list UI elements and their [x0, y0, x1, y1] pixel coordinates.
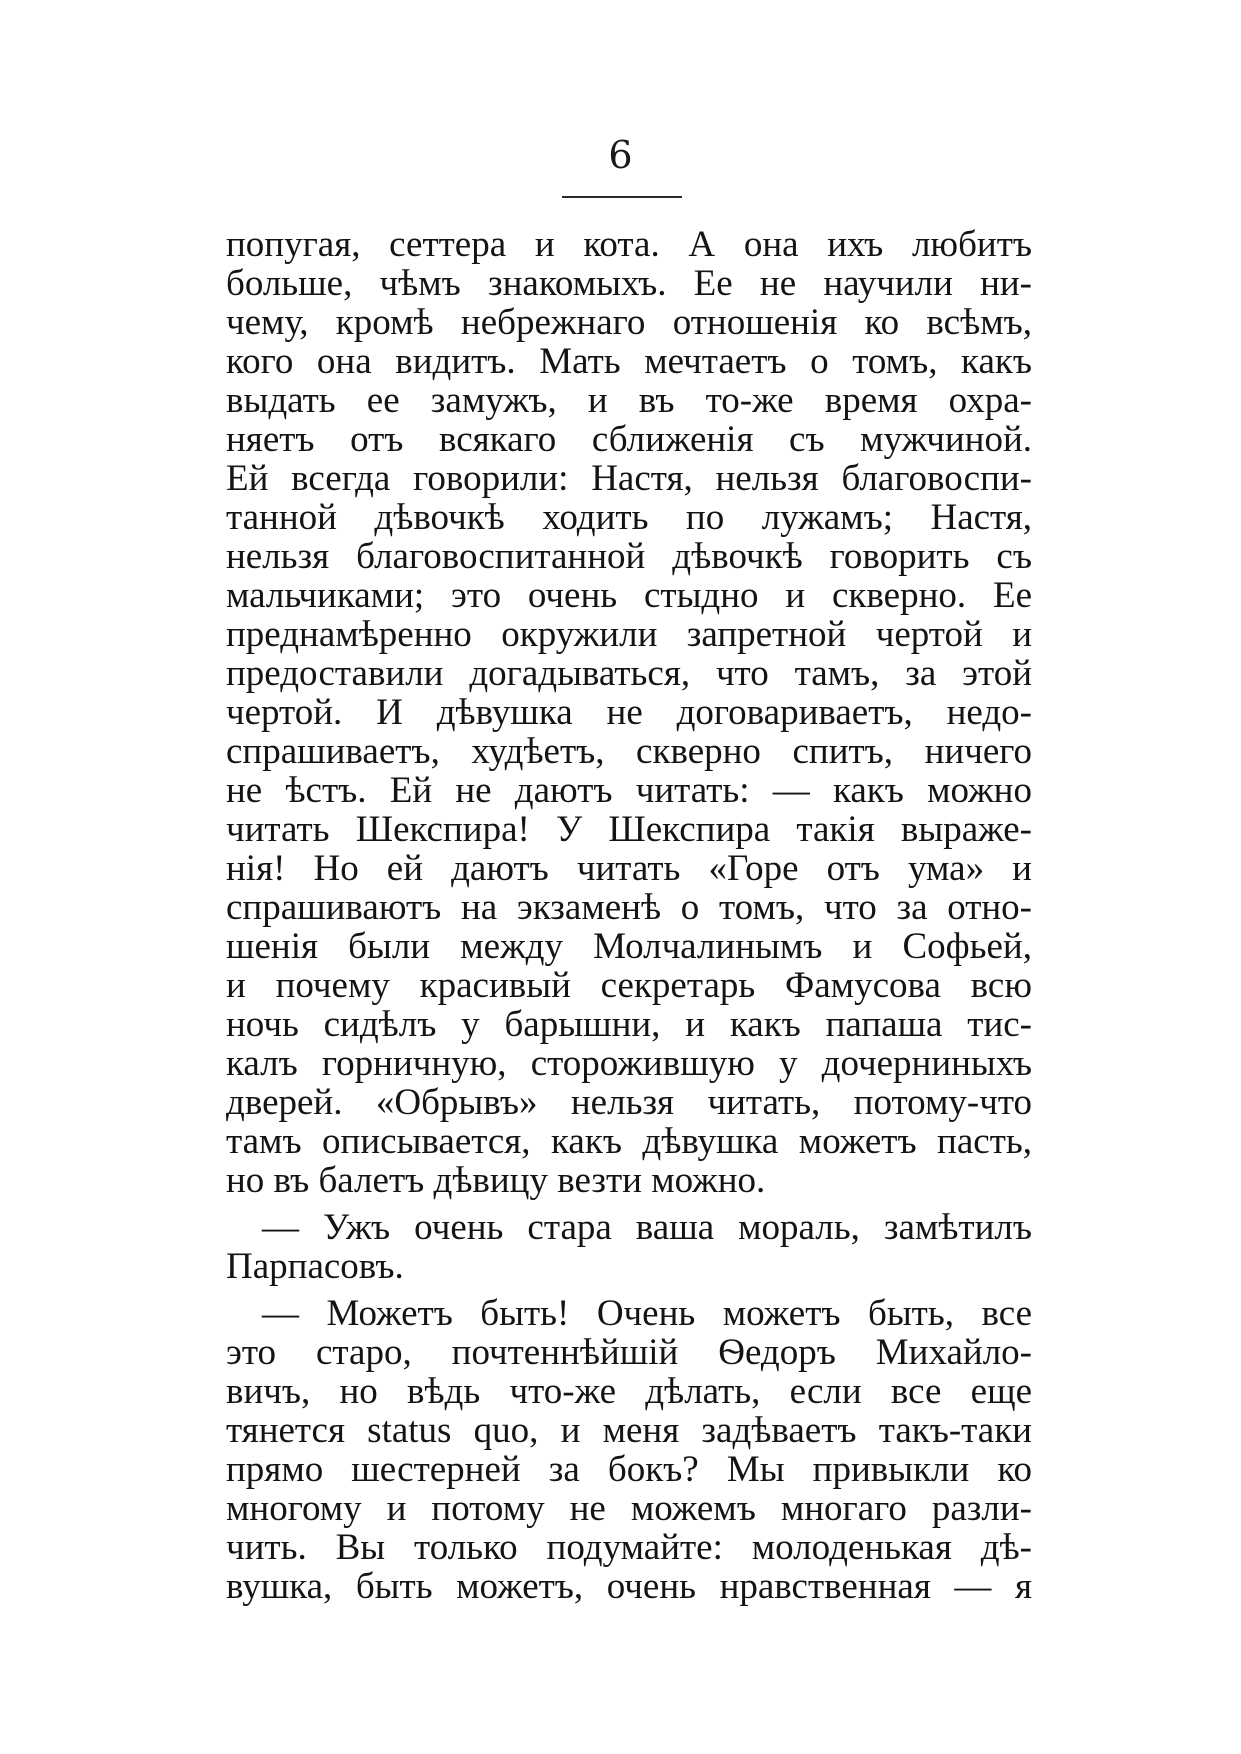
text-line: но въ балетъ дѣвицу везти можно. [226, 1160, 766, 1201]
text-line: вушка, быть можетъ, очень нравственная — я [226, 1566, 1032, 1607]
text-line: это старо, почтеннѣйшій Ѳедоръ Михайло- [226, 1332, 1032, 1373]
text-line: прямо шестерней за бокъ? Мы привыкли ко [226, 1449, 1032, 1490]
page-number: 6 [608, 133, 633, 177]
text-line: Парпасовъ. [226, 1246, 404, 1287]
text-line: танной дѣвочкѣ ходить по лужамъ; Настя, [226, 497, 1032, 538]
text-line: чему, кромѣ небрежнаго отношенія ко всѣмъ, [226, 302, 1032, 343]
header-rule [562, 196, 682, 198]
text-line: преднамѣренно окружили запретной чертой и [226, 614, 1032, 655]
text-line: мальчиками; это очень стыдно и скверно. Ее [226, 575, 1032, 616]
text-line: няетъ отъ всякаго сближенія съ мужчиной. [226, 419, 1032, 460]
dialogue-line: — Можетъ быть! Очень можетъ быть, все [262, 1293, 1032, 1334]
text-line: шенія были между Молчалинымъ и Софьей, [226, 926, 1032, 967]
text-line: чить. Вы только подумайте: молоденькая дѣ- [226, 1527, 1032, 1568]
text-line: предоставили догадываться, что тамъ, за этой [226, 653, 1032, 694]
text-line: калъ горничную, сторожившую у дочерниныхъ [226, 1043, 1032, 1084]
text-line: спрашиваетъ, худѣетъ, скверно спитъ, ничего [226, 731, 1032, 772]
text-line: читать Шекспира! У Шекспира такія выраже- [226, 809, 1032, 850]
text-line: не ѣстъ. Ей не даютъ читать: — какъ можно [226, 770, 1032, 811]
text-line: нія! Но ей даютъ читать «Горе отъ ума» и [226, 848, 1032, 889]
dialogue-line: — Ужъ очень стара ваша мораль, замѣтилъ [262, 1207, 1032, 1248]
text-line: вичъ, но вѣдь что-же дѣлать, если все еще [226, 1371, 1032, 1412]
text-line: и почему красивый секретарь Фамусова всю [226, 965, 1032, 1006]
text-line: нельзя благовоспитанной дѣвочкѣ говорить съ [226, 536, 1032, 577]
text-line: многому и потому не можемъ многаго разли- [226, 1488, 1032, 1529]
text-line: спрашиваютъ на экзаменѣ о томъ, что за отно- [226, 887, 1032, 928]
text-line: дверей. «Обрывъ» нельзя читать, потому-что [226, 1082, 1032, 1123]
text-line: тянется status quo, и меня задѣваетъ такъ-таки [226, 1410, 1032, 1451]
text-line: тамъ описывается, какъ дѣвушка можетъ пасть, [226, 1121, 1032, 1162]
text-line: кого она видитъ. Мать мечтаетъ о томъ, какъ [226, 341, 1032, 382]
text-line: выдать ее замужъ, и въ то-же время охра- [226, 380, 1032, 421]
text-line: больше, чѣмъ знакомыхъ. Ее не научили ни- [226, 263, 1032, 304]
text-line: ночь сидѣлъ у барышни, и какъ папаша тис- [226, 1004, 1032, 1045]
body-text [226, 225, 1032, 1606]
text-line: Ей всегда говорили: Настя, нельзя благовоспи- [226, 458, 1032, 499]
text-line: чертой. И дѣвушка не договариваетъ, недо- [226, 692, 1032, 733]
text-line: попугая, сеттера и кота. А она ихъ любитъ [226, 224, 1032, 265]
